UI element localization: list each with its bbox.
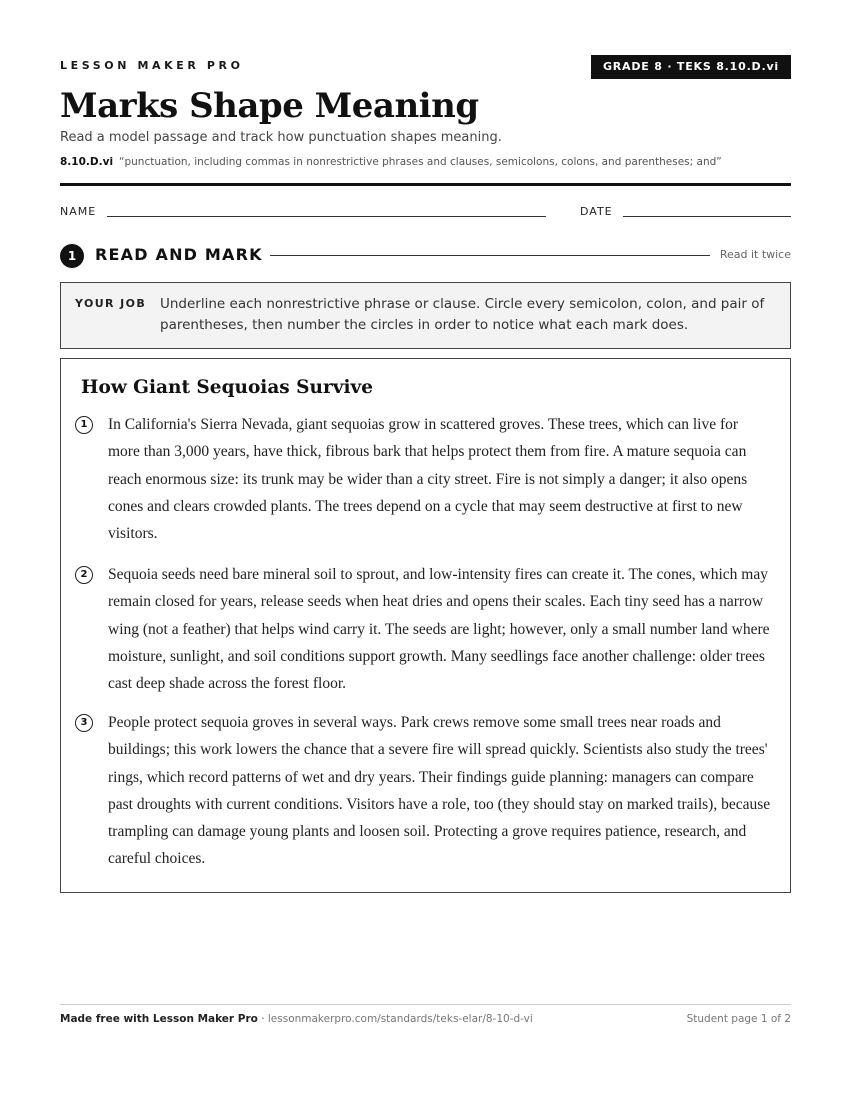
paragraph-number: 3 <box>75 714 93 732</box>
standard-line <box>60 156 722 168</box>
section-number-badge: 1 <box>60 244 84 268</box>
section-title: READ AND MARK <box>95 245 263 264</box>
section-header <box>60 243 791 269</box>
instructions-text: Underline each nonrestrictive phrase or clause. Circle every semicolon, colon, and pair of parentheses, then number the circles in order to notice what each mark does. <box>160 296 765 333</box>
section-hint: Read it twice <box>719 248 791 261</box>
page-title: Marks Shape Meaning <box>60 86 479 126</box>
instructions-box <box>60 282 791 349</box>
instructions-label: YOUR JOB <box>75 297 147 310</box>
paragraph-number: 2 <box>75 566 93 584</box>
date-field[interactable] <box>623 216 791 217</box>
top-bar <box>60 57 791 79</box>
passage-box <box>60 358 791 893</box>
footer-separator: · <box>257 1013 268 1025</box>
grade-badge: GRADE 8 · TEKS 8.10.D.vi <box>591 55 791 79</box>
passage-title: How Giant Sequoias Survive <box>81 377 374 398</box>
footer-credit: Made free with Lesson Maker Pro <box>60 1013 258 1025</box>
footer-url: lessonmakerpro.com/standards/teks-elar/8-10-d-vi <box>267 1013 533 1025</box>
worksheet-page <box>60 0 791 1100</box>
brand-name: LESSON MAKER PRO <box>60 59 244 72</box>
standard-text: “punctuation, including commas in nonrestrictive phrases and clauses, semicolons, colons, and parentheses; and” <box>119 156 722 168</box>
header-divider <box>60 183 791 186</box>
page-subtitle: Read a model passage and track how punctuation shapes meaning. <box>60 130 502 145</box>
section-divider <box>270 255 710 256</box>
name-field[interactable] <box>107 216 546 217</box>
name-date-row <box>60 205 791 221</box>
footer <box>60 1013 791 1025</box>
name-label: NAME <box>60 205 97 218</box>
footer-divider <box>60 1004 791 1005</box>
date-label: DATE <box>580 205 613 218</box>
standard-code: 8.10.D.vi <box>60 156 114 168</box>
paragraph-text: People protect sequoia groves in several ways. Park crews remove some small trees near roads and buildings; this work lowers the chance that a severe fire will spread quickly. Scientists also study the trees' rings, which record patterns of wet and dry years. Their findings guide planning: managers can compare past droughts with current conditions. Visitors have a role, too (they should stay on marked trails), because trampling can damage young plants and loosen soil. Protecting a grove requires patience, research, and careful choices. <box>108 714 771 868</box>
paragraph-number: 1 <box>75 416 93 434</box>
paragraph-text: In California's Sierra Nevada, giant sequoias grow in scattered groves. These trees, which can live for more than 3,000 years, have thick, fibrous bark that helps protect them from fire. A mature sequoia can reach enormous size: its trunk may be wider than a city street. Fire is not simply a danger; it also opens cones and clears crowded plants. The trees depend on a cycle that may seem destructive at first to new visitors. <box>108 416 748 543</box>
footer-page-number: Student page 1 of 2 <box>686 1013 791 1025</box>
paragraph-text: Sequoia seeds need bare mineral soil to sprout, and low-intensity fires can create it. The cones, which may remain closed for years, release seeds when heat dries and opens their scales. Each tiny seed has a narrow wing (not a feather) that helps wind carry it. The seeds are light; however, only a small number land where moisture, sunlight, and soil conditions support growth. Many seedlings face another challenge: older trees cast deep shade across the forest floor. <box>108 566 770 693</box>
